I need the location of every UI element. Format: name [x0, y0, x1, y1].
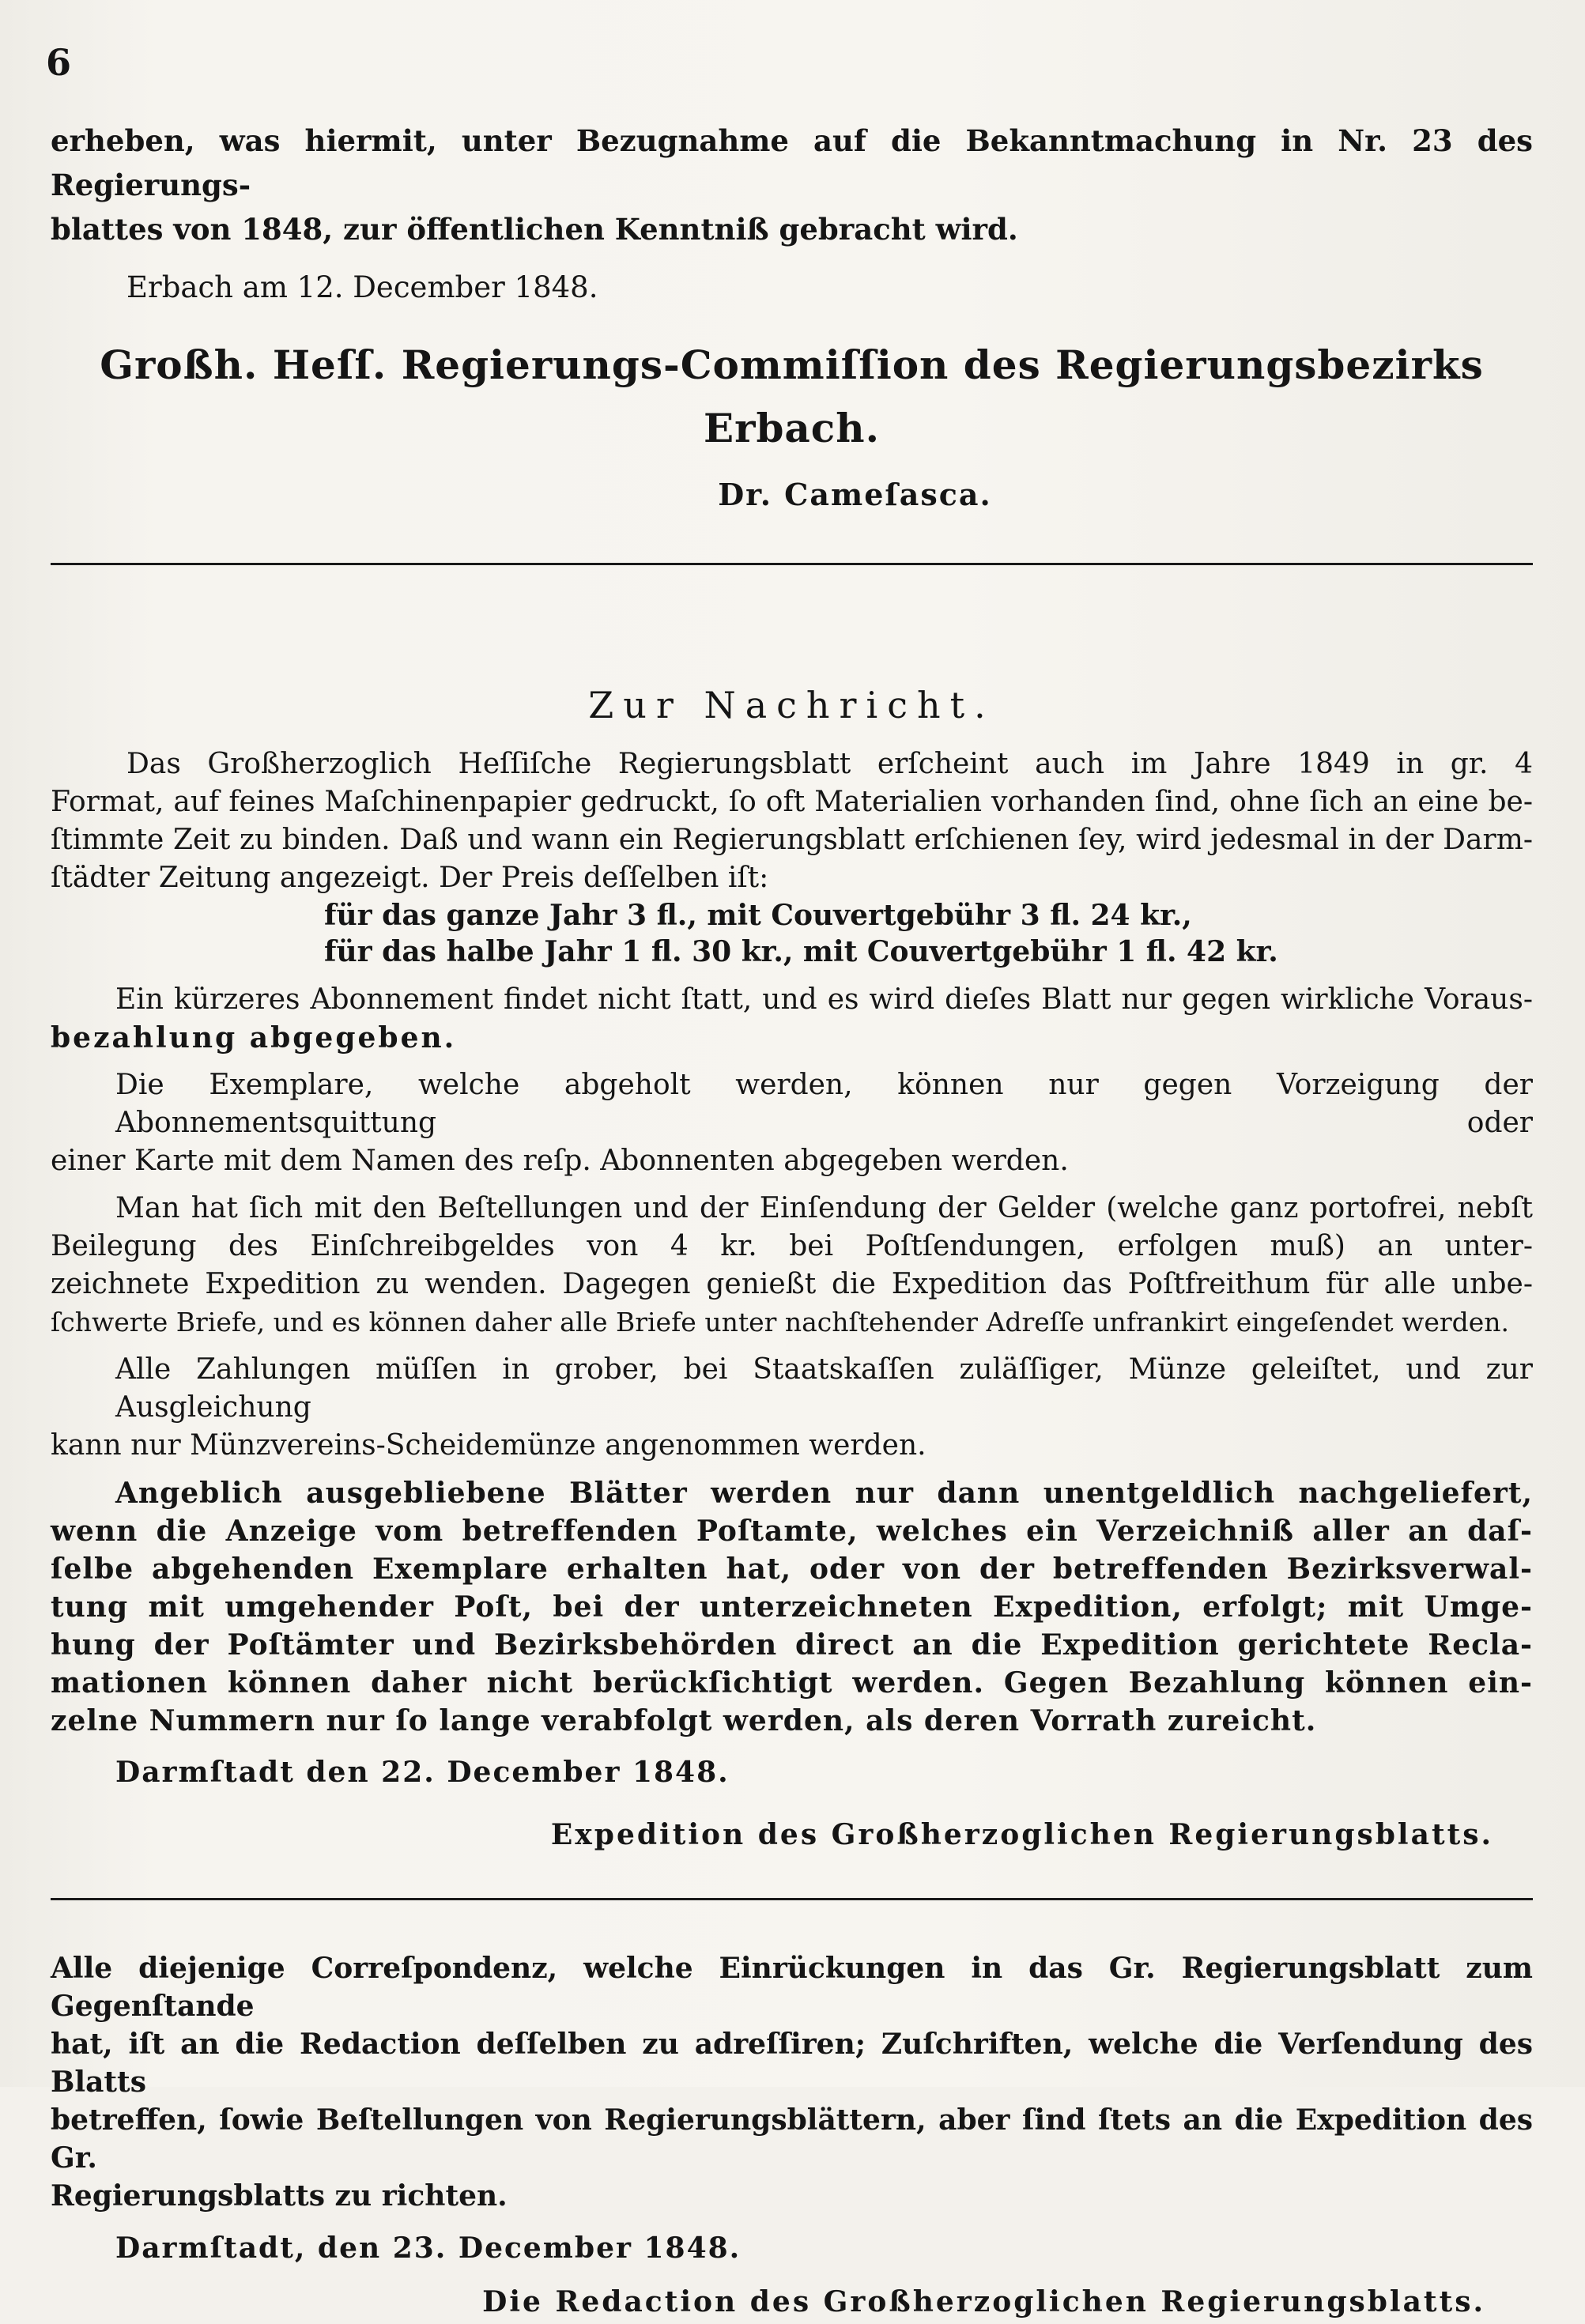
- notice-exemplare-line: Die Exemplare, welche abgeholt werden, können nur gegen Vorzeigung der Abonnementsquittung oder: [115, 1069, 1533, 1139]
- notice-zahlungen-line: kann nur Münzvereins-Scheidemünze angenommen werden.: [51, 1429, 926, 1462]
- notice-intro-line: Das Großherzoglich Heſſiſche Regierungsblatt erſcheint auch im Jahre 1849 in gr. 4: [126, 748, 1533, 780]
- notice-bestellungen: [51, 1190, 1533, 1341]
- notice-exemplare: [51, 1066, 1533, 1180]
- price-line-year: für das ganze Jahr 3 fl., mit Couvertgebühr 3 fl. 24 kr.,: [324, 899, 1192, 932]
- decree-line: blattes von 1848, zur öffentlichen Kenntniß gebracht wird.: [51, 212, 1018, 247]
- notice-abonnement: [51, 981, 1533, 1057]
- correspondence-line: hat, iſt an die Redaction deſſelben zu adreſſiren; Zuſchriften, welche die Verſendung des Blatts: [51, 2028, 1533, 2099]
- notice-blaetter-line: zelne Nummern nur ſo lange verabfolgt werden, als deren Vorrath zureicht.: [51, 1704, 1317, 1737]
- notice-blaetter-line: wenn die Anzeige vom betreffenden Poſtamte, welches ein Verzeichniß aller an daſ-: [51, 1515, 1533, 1548]
- notice-signature: Expedition des Großherzoglichen Regierungsblatts.: [550, 1818, 1493, 1851]
- notice-zahlungen: [51, 1351, 1533, 1465]
- decree-authority: Großh. Heſſ. Regierungs-Commiſſion des Regierungsbezirks Erbach.: [100, 341, 1484, 451]
- notice-intro-line: ſtädter Zeitung angezeigt. Der Preis deſſelben iſt:: [51, 862, 769, 894]
- correspondence-signature: Die Redaction des Großherzoglichen Regierungsblatts.: [482, 2285, 1485, 2318]
- correspondence-line: betreffen, ſowie Beſtellungen von Regierungsblättern, aber ſind ſtets an die Expedition des Gr.: [51, 2103, 1533, 2175]
- notice-intro: [51, 745, 1533, 897]
- notice-bestellungen-line: Beilegung des Einſchreibgeldes von 4 kr. bei Poſtſendungen, erfolgen muß) an unter-: [51, 1230, 1533, 1262]
- notice-zahlungen-line: Alle Zahlungen müſſen in grober, bei Staatskaſſen zuläſſiger, Münze geleiſtet, und zur Ausgleichung: [115, 1353, 1533, 1424]
- notice-abonnement-line: Ein kürzeres Abonnement findet nicht ſtatt, und es wird dieſes Blatt nur gegen wirkliche Voraus-: [115, 983, 1533, 1016]
- divider-1: [51, 563, 1533, 565]
- notice-intro-line: ſtimmte Zeit zu binden. Daß und wann ein Regierungsblatt erſchienen ſey, wird jedesmal in der Darm-: [51, 824, 1533, 856]
- decree-signatory: Dr. Cameſasca.: [718, 477, 992, 512]
- notice-abonnement-line: bezahlung abgegeben.: [51, 1021, 457, 1054]
- decree-place-date: Erbach am 12. December 1848.: [126, 270, 598, 304]
- notice-bestellungen-line: Man hat ſich mit den Beſtellungen und der Einſendung der Gelder (welche ganz portofrei, nebſt: [115, 1192, 1533, 1224]
- notice-blaetter-line: hung der Poſtämter und Bezirksbehörden direct an die Expedition gerichtete Recla-: [51, 1628, 1533, 1662]
- notice-blaetter-line: tung mit umgehender Poſt, bei der unterzeichneten Expedition, erfolgt; mit Umge-: [51, 1590, 1533, 1624]
- correspondence-line: Regierungsblatts zu richten.: [51, 2179, 508, 2213]
- notice-bestellungen-line: ſchwerte Briefe, und es können daher alle Briefe unter nachſtehender Adreſſe unfrankirt eingeſendet werden.: [51, 1307, 1510, 1337]
- price-line-half-year: für das halbe Jahr 1 fl. 30 kr., mit Couvertgebühr 1 fl. 42 kr.: [324, 935, 1278, 968]
- content: [51, 119, 1533, 2324]
- notice-title: Zur Nachricht.: [588, 684, 995, 726]
- notice-exemplare-line: einer Karte mit dem Namen des reſp. Abonnenten abgegeben werden.: [51, 1145, 1069, 1177]
- notice-place-date: Darmſtadt den 22. December 1848.: [115, 1756, 730, 1789]
- notice-blaetter-line: mationen können daher nicht berückſichtigt werden. Gegen Bezahlung können ein-: [51, 1666, 1533, 1700]
- notice-intro-line: Format, auf feines Maſchinenpapier gedruckt, ſo oft Materialien vorhanden ſind, ohne ſich an eine be-: [51, 786, 1533, 818]
- correspondence-paragraph: [51, 1949, 1533, 2215]
- decree-line: erheben, was hiermit, unter Bezugnahme auf die Bekanntmachung in Nr. 23 des Regierungs-: [51, 123, 1533, 202]
- notice-blaetter: [51, 1474, 1533, 1740]
- page-number: 6: [46, 41, 72, 84]
- decree-paragraph: [51, 119, 1533, 251]
- correspondence-place-date: Darmſtadt, den 23. December 1848.: [115, 2232, 742, 2265]
- notice-bestellungen-line: zeichnete Expedition zu wenden. Dagegen genießt die Expedition das Poſtfreithum für alle unbe-: [51, 1268, 1533, 1300]
- notice-blaetter-line: ſelbe abgehenden Exemplare erhalten hat, oder von der betreffenden Bezirksverwal-: [51, 1552, 1533, 1586]
- notice-blaetter-line: Angeblich ausgebliebene Blätter werden nur dann unentgeldlich nachgeliefert,: [115, 1477, 1533, 1510]
- divider-2: [51, 1898, 1533, 1900]
- correspondence-line: Alle diejenige Correſpondenz, welche Einrückungen in das Gr. Regierungsblatt zum Gegenſtande: [51, 1952, 1533, 2023]
